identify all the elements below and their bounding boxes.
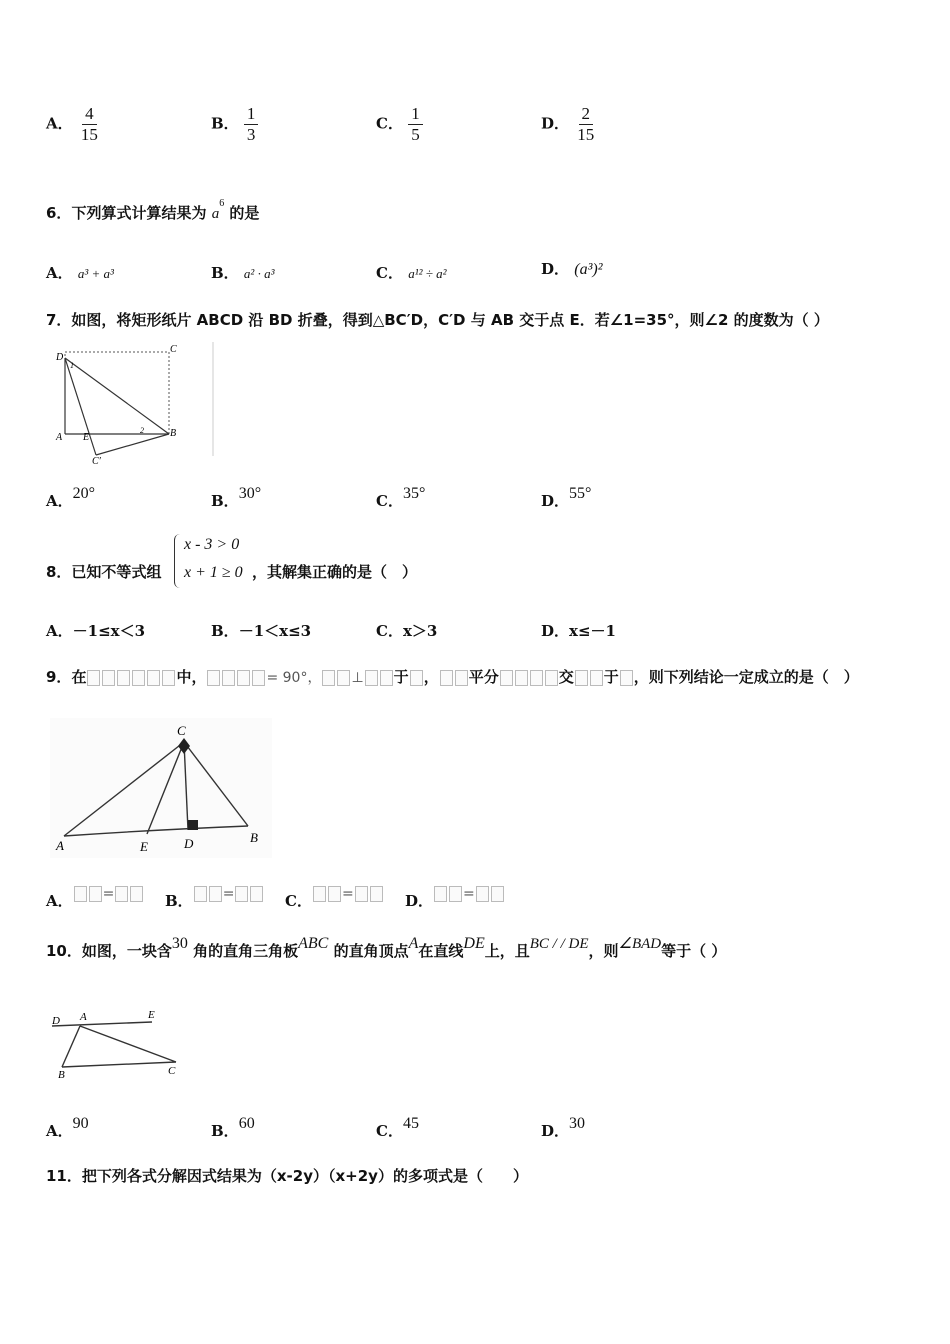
q6-option-a[interactable]: A． a³ + a³ — [46, 264, 114, 282]
q5-option-c[interactable]: C． $\frac{1}{5}$ — [376, 104, 423, 145]
missing-glyph — [380, 670, 393, 686]
fraction: $\frac{1}{3}$ — [244, 104, 259, 145]
missing-glyph — [102, 670, 115, 686]
missing-glyph — [530, 670, 543, 686]
q10-option-b[interactable]: B．60 — [211, 1115, 255, 1140]
label-b: B — [250, 830, 258, 845]
rectangle-dashed-top — [65, 352, 169, 434]
q5-option-b[interactable]: B． $\frac{1}{3}$ — [211, 104, 258, 145]
missing-glyph — [476, 886, 489, 902]
label-c: C — [177, 723, 186, 738]
missing-glyph — [237, 670, 250, 686]
missing-glyph — [87, 670, 100, 686]
label-angle-2: 2 — [140, 426, 144, 435]
q10-stem: 10．如图，一块含30 角的直角三角板ABC 的直角顶点A在直线DE上，且BC / / DE，则∠BAD等于（ ） — [46, 935, 727, 960]
side-cpb — [96, 434, 169, 455]
missing-glyph — [370, 886, 383, 902]
missing-glyph — [235, 886, 248, 902]
missing-glyph — [130, 886, 143, 902]
missing-glyph — [337, 670, 350, 686]
diagonal-bd — [65, 358, 169, 434]
label-d: D — [52, 1015, 60, 1027]
missing-glyph — [575, 670, 588, 686]
label-a: A — [56, 432, 63, 443]
side-ac — [80, 1026, 176, 1062]
q6-stem: 6．下列算式计算结果为 $a^6$ 的是 — [46, 198, 260, 222]
q9-option-d[interactable]: D． = — [405, 882, 505, 903]
q7-option-c[interactable]: C．35° — [376, 485, 426, 510]
right-angle-mark — [188, 820, 198, 830]
missing-glyph — [500, 670, 513, 686]
q9-stem: 9．在 中， = 90°， ⊥ 于 ， 平分 交 于 ，则下列结论一定成立的是（ ） — [46, 668, 859, 686]
missing-glyph — [252, 670, 265, 686]
label-e: E — [83, 432, 90, 443]
label-a: A — [80, 1011, 87, 1023]
inequality-1: x - 3 > 0 — [184, 536, 240, 553]
label-d: D — [56, 352, 64, 363]
q6-option-b[interactable]: B． a² · a³ — [211, 264, 275, 282]
missing-glyph — [115, 886, 128, 902]
label-a: A — [56, 838, 64, 853]
q8-option-d[interactable]: D．x≤－1 — [541, 622, 616, 640]
q10-option-c[interactable]: C．45 — [376, 1115, 419, 1140]
q11-stem: 11．把下列各式分解因式结果为（x-2y）（x+2y）的多项式是（ ） — [46, 1167, 528, 1185]
q8-option-b[interactable]: B．－1＜x≤3 — [211, 622, 312, 640]
label-e: E — [140, 839, 148, 854]
q9-option-a[interactable]: A． = — [46, 882, 144, 903]
label-c: C — [170, 344, 177, 355]
q7-option-a[interactable]: A．20° — [46, 485, 96, 510]
side-ab — [62, 1026, 80, 1067]
missing-glyph — [620, 670, 633, 686]
missing-glyph — [132, 670, 145, 686]
missing-glyph — [590, 670, 603, 686]
missing-glyph — [410, 670, 423, 686]
side-bc — [62, 1062, 176, 1067]
missing-glyph — [194, 886, 207, 902]
label-b: B — [170, 428, 177, 439]
missing-glyph — [322, 670, 335, 686]
missing-glyph — [449, 886, 462, 902]
label-c: C — [168, 1065, 176, 1077]
inequality-2: x + 1 ≥ 0 — [184, 564, 243, 581]
label-b: B — [58, 1069, 65, 1081]
label-e: E — [148, 1009, 155, 1021]
side-dcp — [65, 358, 96, 455]
line-de — [52, 1022, 152, 1026]
missing-glyph — [207, 670, 220, 686]
missing-glyph — [434, 886, 447, 902]
missing-glyph — [162, 670, 175, 686]
fraction: $\frac{1}{5}$ — [408, 104, 423, 145]
missing-glyph — [209, 886, 222, 902]
q9-option-c[interactable]: C． = — [285, 882, 384, 903]
q10-option-a[interactable]: A．90 — [46, 1115, 89, 1140]
missing-glyph — [515, 670, 528, 686]
missing-glyph — [222, 670, 235, 686]
q7-stem: 7．如图，将矩形纸片 ABCD 沿 BD 折叠，得到△BC′D，C′D 与 AB 交于点 E．若∠1=35°，则∠2 的度数为（ ） — [46, 311, 829, 329]
q8-option-a[interactable]: A．－1≤x＜3 — [46, 622, 146, 640]
fraction: $\frac{2}{15}$ — [577, 104, 595, 144]
figure-background — [50, 718, 272, 858]
missing-glyph — [117, 670, 130, 686]
missing-glyph — [89, 886, 102, 902]
q7-option-b[interactable]: B．30° — [211, 485, 262, 510]
q8-suffix: ，其解集正确的是（ ） — [252, 563, 418, 581]
q9-figure — [50, 718, 272, 858]
missing-glyph — [545, 670, 558, 686]
missing-glyph — [313, 886, 326, 902]
missing-glyph — [440, 670, 453, 686]
missing-glyph — [355, 886, 368, 902]
q7-figure — [50, 338, 220, 466]
label-c-prime: C′ — [92, 456, 101, 466]
q10-option-d[interactable]: D．30 — [541, 1115, 586, 1140]
missing-glyph — [455, 670, 468, 686]
missing-glyph — [250, 886, 263, 902]
missing-glyph — [491, 886, 504, 902]
missing-glyph — [74, 886, 87, 902]
q10-figure — [48, 1004, 188, 1082]
q5-option-d[interactable]: D． $\frac{2}{15}$ — [541, 104, 597, 145]
q8-prefix: 8．已知不等式组 — [46, 563, 162, 581]
q9-option-b[interactable]: B． = — [165, 882, 264, 903]
missing-glyph — [365, 670, 378, 686]
q7-option-d[interactable]: D．55° — [541, 485, 592, 510]
q8-option-c[interactable]: C．x＞3 — [376, 622, 438, 640]
q6-option-c[interactable]: C． a¹² ÷ a² — [376, 264, 447, 282]
missing-glyph — [328, 886, 341, 902]
fraction: $\frac{4}{15}$ — [80, 104, 98, 144]
label-d: D — [184, 836, 194, 851]
q6-option-d[interactable]: D． (a³)² — [541, 260, 603, 278]
q5-option-a[interactable]: A． $\frac{4}{15}$ — [46, 104, 101, 145]
label-angle-1: 1 — [70, 361, 74, 370]
missing-glyph — [147, 670, 160, 686]
